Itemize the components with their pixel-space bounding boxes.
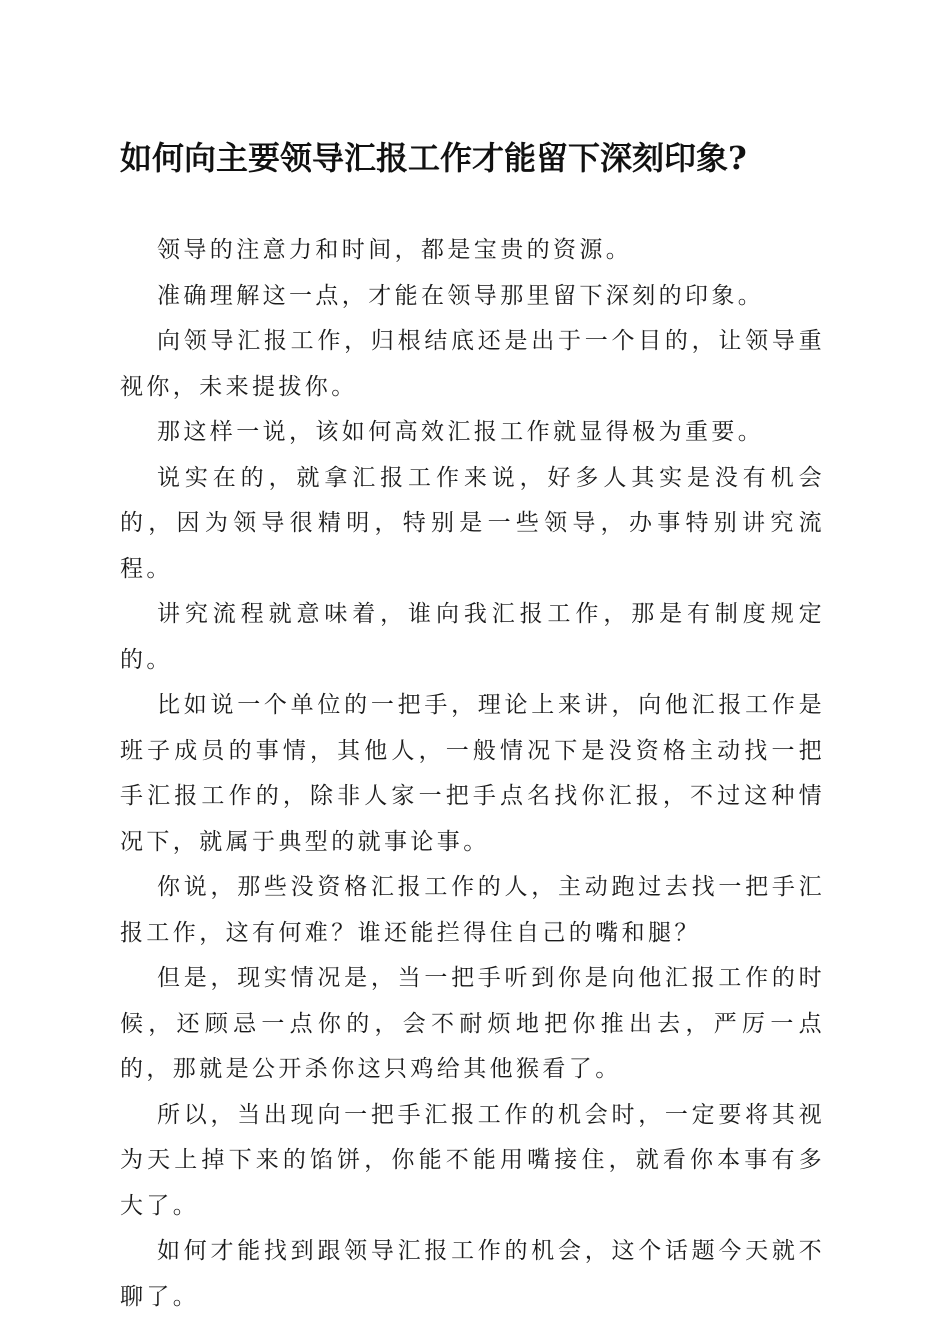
document-body bbox=[120, 228, 825, 1320]
paragraph: 你说，那些没资格汇报工作的人，主动跑过去找一把手汇报工作，这有何难？谁还能拦得住自己的嘴和腿？ bbox=[120, 874, 825, 946]
paragraph: 如何才能找到跟领导汇报工作的机会，这个话题今天就不聊了。 bbox=[120, 1238, 825, 1310]
paragraph: 向领导汇报工作，归根结底还是出于一个目的，让领导重视你，未来提拔你。 bbox=[120, 328, 825, 400]
paragraph: 但是，现实情况是，当一把手听到你是向他汇报工作的时候，还顾忌一点你的，会不耐烦地把你推出去，严厉一点的，那就是公开杀你这只鸡给其他猴看了。 bbox=[120, 965, 825, 1082]
paragraph: 那这样一说，该如何高效汇报工作就显得极为重要。 bbox=[157, 419, 765, 445]
document-title: 如何向主要领导汇报工作才能留下深刻印象? bbox=[120, 139, 747, 177]
paragraph: 所以，当出现向一把手汇报工作的机会时，一定要将其视为天上掉下来的馅饼，你能不能用嘴接住，就看你本事有多大了。 bbox=[120, 1101, 825, 1219]
paragraph: 准确理解这一点，才能在领导那里留下深刻的印象。 bbox=[157, 282, 765, 309]
paragraph: 领导的注意力和时间，都是宝贵的资源。 bbox=[157, 237, 633, 263]
paragraph: 说实在的，就拿汇报工作来说，好多人其实是没有机会的，因为领导很精明，特别是一些领导，办事特别讲究流程。 bbox=[120, 464, 825, 582]
paragraph: 讲究流程就意味着，谁向我汇报工作，那是有制度规定的。 bbox=[120, 601, 825, 673]
paragraph: 比如说一个单位的一把手，理论上来讲，向他汇报工作是班子成员的事情，其他人，一般情况下是没资格主动找一把手汇报工作的，除非人家一把手点名找你汇报，不过这种情况下，就属于典型的就事论事。 bbox=[120, 692, 825, 855]
